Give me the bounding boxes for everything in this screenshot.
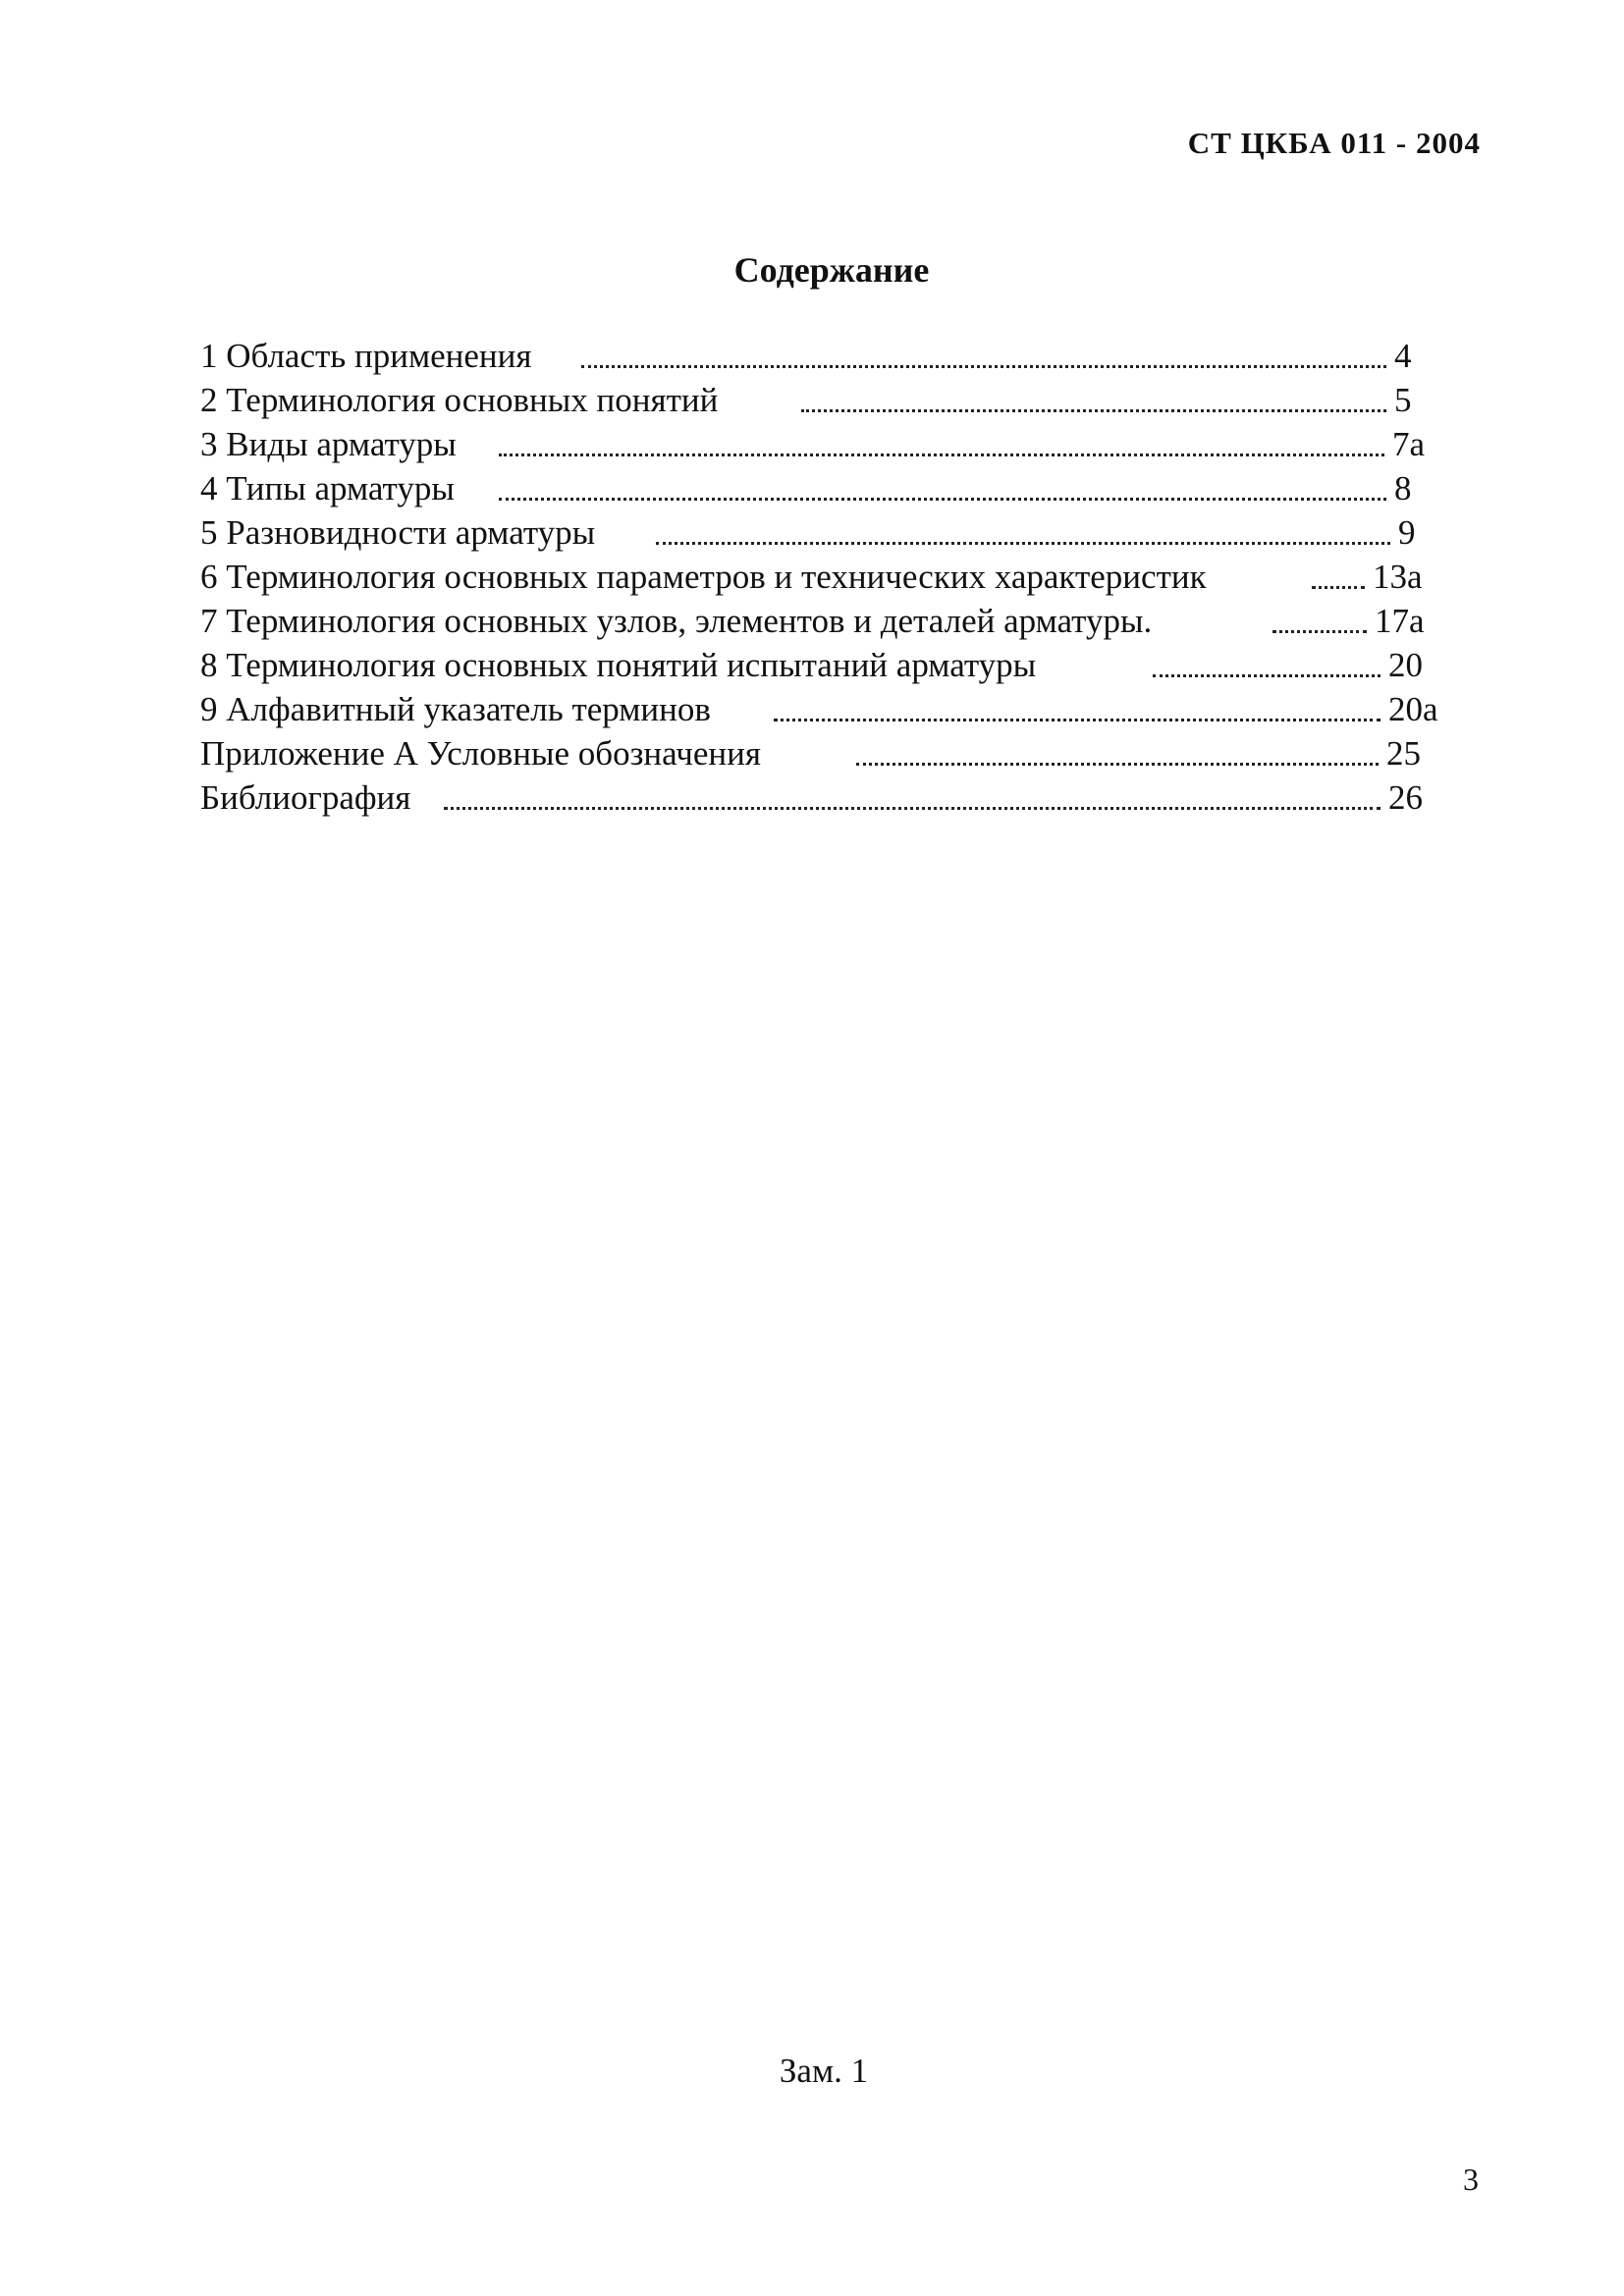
amendment-note: Зам. 1: [779, 2052, 869, 2090]
toc-entry-page: 4: [1392, 334, 1412, 378]
toc-heading: Содержание: [733, 250, 930, 290]
toc-entry-page: 5: [1392, 378, 1412, 422]
toc-entry-title: 6 Терминология основных параметров и технических характеристик: [200, 555, 1211, 599]
toc-entry-title: 8 Терминология основных понятий испытаний арматуры: [200, 643, 1040, 687]
toc-entry-title: Библиография: [200, 775, 414, 820]
toc-entry-page: 9: [1396, 510, 1416, 555]
toc-entry-title: 7 Терминология основных узлов, элементов и деталей арматуры.: [200, 599, 1156, 643]
toc-dot-leader: [801, 409, 1386, 412]
toc-entry-title: 1 Область применения: [200, 334, 535, 378]
toc-entry-page: 8: [1392, 466, 1412, 510]
toc-dot-leader: [499, 454, 1384, 456]
toc-dot-leader: [581, 365, 1386, 368]
toc-entry-title: 5 Разновидности арматуры: [200, 510, 599, 555]
toc-dot-leader: [499, 498, 1386, 501]
toc-dot-leader: [444, 807, 1380, 810]
toc-dot-leader: [656, 542, 1390, 545]
toc-entry-page: 7а: [1390, 422, 1425, 466]
toc-dot-leader: [774, 719, 1380, 721]
toc-entry-page: 20а: [1386, 687, 1438, 731]
toc-entry-page: 26: [1386, 775, 1423, 820]
page-number: 3: [1463, 2162, 1479, 2197]
toc-entry-title: 3 Виды арматуры: [200, 422, 460, 466]
toc-entry-page: 13а: [1371, 555, 1423, 599]
toc-entry-page: 17а: [1373, 599, 1425, 643]
toc-entry-page: 20: [1386, 643, 1423, 687]
toc-dot-leader: [856, 763, 1379, 766]
document-code: СТ ЦКБА 011 - 2004: [1187, 126, 1481, 160]
toc-dot-leader: [1312, 586, 1365, 589]
toc-entry-title: 4 Типы арматуры: [200, 466, 459, 510]
toc-entry-title: 9 Алфавитный указатель терминов: [200, 687, 715, 731]
toc-dot-leader: [1153, 674, 1380, 677]
toc-entry-page: 25: [1384, 731, 1421, 775]
toc-entry-title: 2 Терминология основных понятий: [200, 378, 722, 422]
toc-dot-leader: [1272, 630, 1367, 633]
toc-entry-title: Приложение А Условные обозначения: [200, 731, 765, 775]
